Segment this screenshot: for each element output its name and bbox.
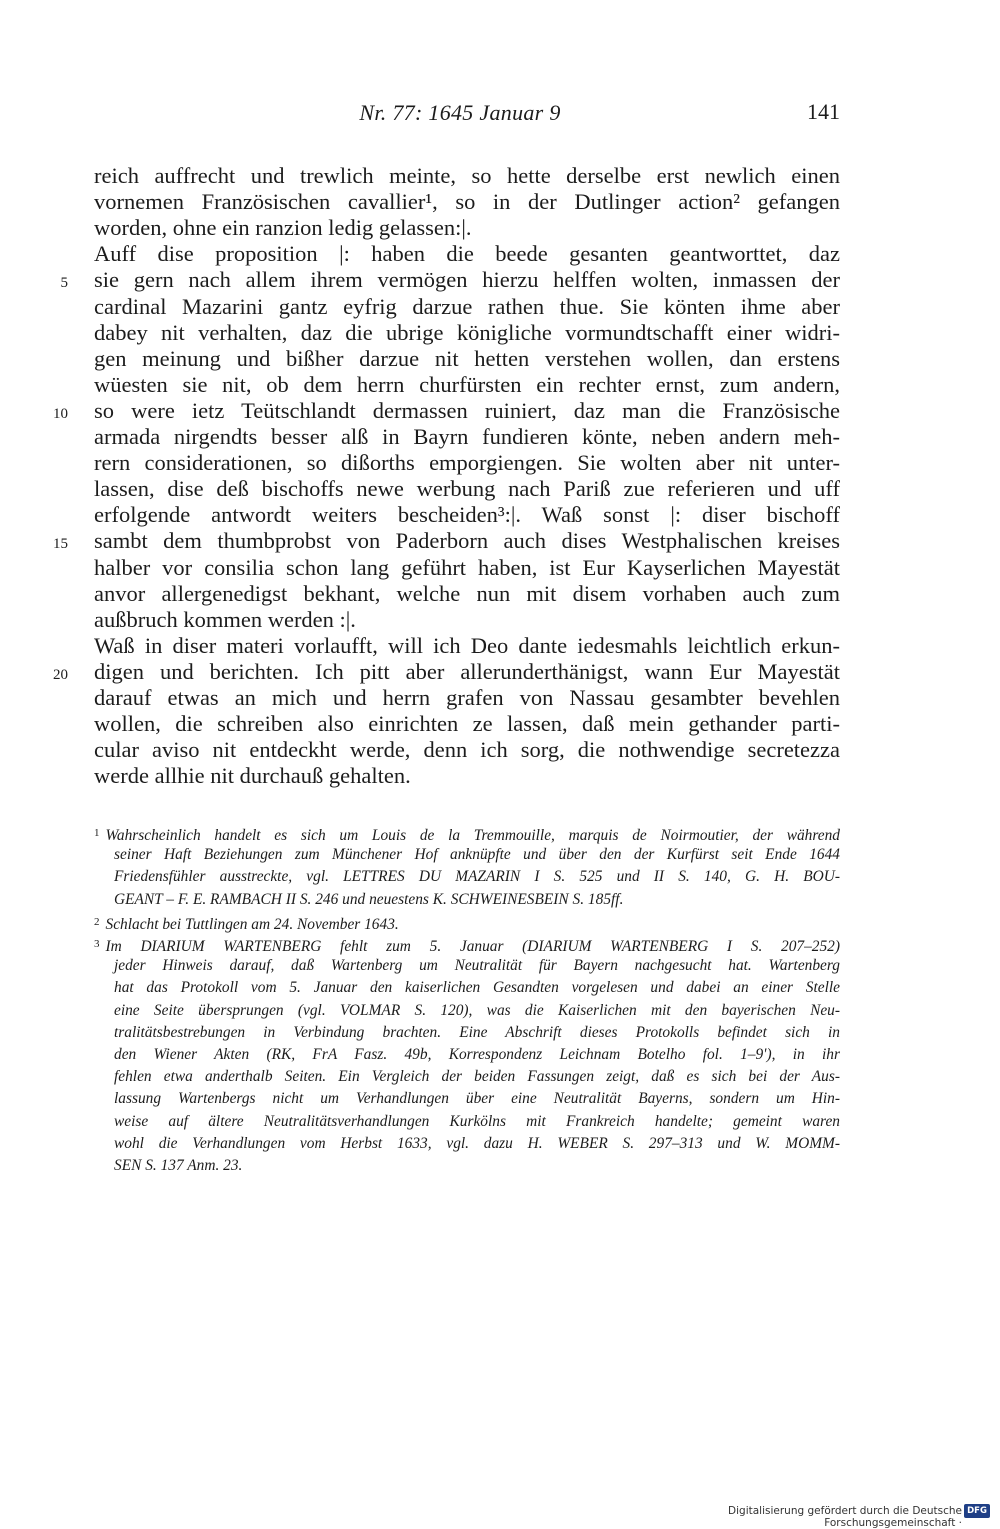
body-line: gen meinung und bißher darzue nit hetten verstehen wollen, dan erstens [94,345,840,371]
body-line: sie gern nach allem ihrem vermögen hierzu helffen wolten, inmassen der [94,267,840,293]
footnote-number: 3 [94,938,100,950]
body-line: außbruch kommen werden :|. [94,606,356,632]
body-line: werde allhie nit durchauß gehalten. [94,763,411,789]
footnote-text: Im DIARIUM WARTENBERG fehlt zum 5. Januar (DIARIUM WARTENBERG I S. 207–252) [105,938,840,955]
dfg-logo-icon: DFG [964,1504,990,1518]
footnote-line [94,911,840,933]
body-line: lassen, dise deß bischoffs newe werbung nach Pariß zue referieren und uff [94,476,840,502]
body-line: halber vor consilia schon lang geführt haben, ist Eur Kayserlichen Mayestät [94,554,840,580]
body-line: cular aviso nit entdeckht werde, denn ich sorg, die nothwendige secretezza [94,737,840,763]
body-line: cardinal Mazarini gantz eyfrig darzue rathen thue. Sie könten ihme aber [94,293,840,319]
body-line: Waß in diser materi vorlaufft, will ich Deo dante iedesmahls leichtlich erkun- [94,632,840,658]
footnote-line: den Wiener Akten (RK, FrA Fasz. 49b, Korrespondenz Leichnam Botelho fol. 1–9'), in ihr [114,1046,840,1063]
footnote-text: Schlacht bei Tuttlingen am 24. November 1643. [105,915,399,933]
body-line: sambt dem thumbprobst von Paderborn auch dises Westphalischen kreises [94,528,840,554]
footnote-line: eine Seite übersprungen (vgl. VOLMAR S. 120), was die Kaiserlichen mit den bayerischen Neu- [114,1001,840,1019]
body-line: wollen, die schreiben also einrichten ze lassen, daß mein gethander parti- [94,711,840,737]
line-number: 10 [53,405,68,422]
footnote-line: jeder Hinweis darauf, daß Wartenberg um Neutralität für Bayern nachgesucht hat. Wartenberg [114,957,840,975]
line-number: 20 [53,666,68,683]
line-number: 15 [53,536,68,553]
footnote-line: SEN S. 137 Anm. 23. [114,1157,243,1174]
footnote-line: lassung Wartenbergs nicht um Verhandlungen über eine Neutralität Bayerns, sondern um Hin- [114,1090,840,1108]
footnote-number: 1 [94,827,100,839]
footnote-line: fehlen etwa anderthalb Seiten. Ein Vergleich der beiden Fassungen zeigt, daß es sich bei der Aus- [114,1068,840,1086]
body-line: reich auffrecht und trewlich meinte, so hette derselbe erst newlich einen [94,163,840,188]
body-line: so were ietz Teütschlandt dermassen ruiniert, daz man die Französische [94,397,840,423]
body-line: rern considerationen, so dißorths emporgiengen. Sie wolten aber nit unter- [94,450,840,476]
body-line: worden, ohne ein ranzion ledig gelassen:|. [94,215,472,241]
body-line: digen und berichten. Ich pitt aber allerunderthänigst, wann Eur Mayestät [94,658,840,684]
line-number: 5 [60,275,68,292]
running-header-title: Nr. 77: 1645 Januar 9 [359,100,561,125]
body-line: erfolgende antwordt weiters bescheiden³:|. Waß sonst |: diser bischoff [94,502,840,528]
body-line: dabey nit verhalten, daz die ubrige königliche vormundtschafft einer widri- [94,319,840,345]
body-line: darauf etwas an mich und herrn grafen von Nassau gesambter bevehlen [94,685,840,710]
footnote-line: weise auf ältere Neutralitätsverhandlungen Kurkölns mit Frankreich handelte; gemeint waren [114,1112,840,1130]
footnote-line: wohl die Verhandlungen vom Herbst 1633, vgl. dazu H. WEBER S. 297–313 und W. MOMM- [114,1134,840,1152]
footnote-text: Wahrscheinlich handelt es sich um Louis de la Tremmouille, marquis de Noirmoutier, der während [105,827,840,844]
footnote-line: tralitätsbestrebungen in Verbindung brachten. Eine Abschrift dieses Protokolls befindet sich in [114,1023,840,1041]
funding-credit: Digitalisierung gefördert durch die Deutsche Forschungsgemeinschaft · [728,1505,962,1529]
footnote-line: seiner Haft Beziehungen zum Münchener Hof anknüpfte und über den der Kurfürst seit Ende 1644 [114,846,840,864]
footnote-line: GEANT – F. E. RAMBACH II S. 246 und neuestens K. SCHWEINESBEIN S. 185ff. [114,890,624,908]
body-line: armada nirgendts besser alß in Bayrn fundieren könte, neben andern meh- [94,424,840,449]
body-line: Auff dise proposition |: haben die beede gesanten geantworttet, daz [94,241,840,267]
footnote-line [94,822,840,844]
footnote-line [94,933,840,955]
body-line: anvor allergenedigst bekhant, welche nun mit disem vorhaben auch zum [94,580,840,606]
body-line: vornemen Französischen cavallier¹, so in der Dutlinger action² gefangen [94,189,840,215]
footnote-line: hat das Protokoll vom 5. Januar den kaiserlichen Gesandten vorgelesen und dabei an einer Stelle [114,979,840,997]
page-number: 141 [807,99,840,124]
footnote-line: Friedensfühler ausstreckte, vgl. LETTRES DU MAZARIN I S. 525 und II S. 140, G. H. BOU- [114,868,840,886]
body-line: wüesten sie nit, ob dem herrn churfürsten ein rechter ernst, zum andern, [94,371,840,397]
footnote-number: 2 [94,915,100,928]
